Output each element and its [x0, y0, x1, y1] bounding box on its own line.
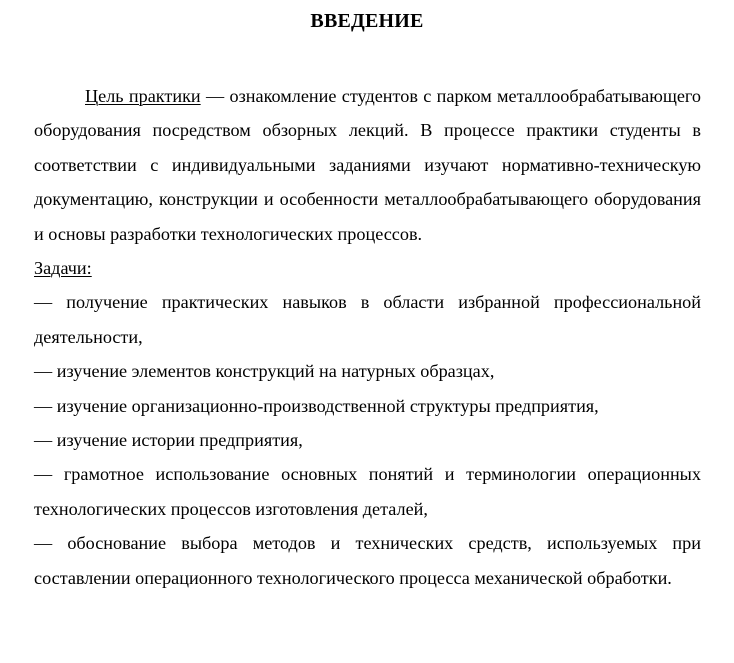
goal-text: — ознакомление студентов с парком металлообрабатывающего оборудования посредством обзорных лекций. В процессе практики студенты в соответствии с индивидуальными заданиями изучают нормативно-техническую документацию, конструкции и особенности металлообрабатывающего оборудования и основы разработки технологических процессов. [34, 86, 701, 244]
goal-paragraph [34, 79, 701, 251]
task-item: — грамотное использование основных понятий и терминологии операционных технологических процессов изготовления деталей, [34, 464, 701, 519]
task-item: — изучение элементов конструкций на натурных образцах, [34, 361, 495, 382]
document-title: ВВЕДЕНИЕ [310, 10, 424, 32]
tasks-heading [34, 251, 701, 285]
task-item: — обоснование выбора методов и технических средств, используемых при составлении операционного технологического процесса механической обработки. [34, 533, 701, 588]
document-body [34, 79, 701, 595]
tasks-label: Задачи: [34, 258, 92, 279]
goal-label: Цель практики [85, 86, 201, 106]
task-item: — изучение истории предприятия, [34, 430, 303, 451]
task-item: — получение практических навыков в области избранной профессиональной деятельности, [34, 292, 701, 347]
task-item: — изучение организационно-производственной структуры предприятия, [34, 395, 599, 416]
